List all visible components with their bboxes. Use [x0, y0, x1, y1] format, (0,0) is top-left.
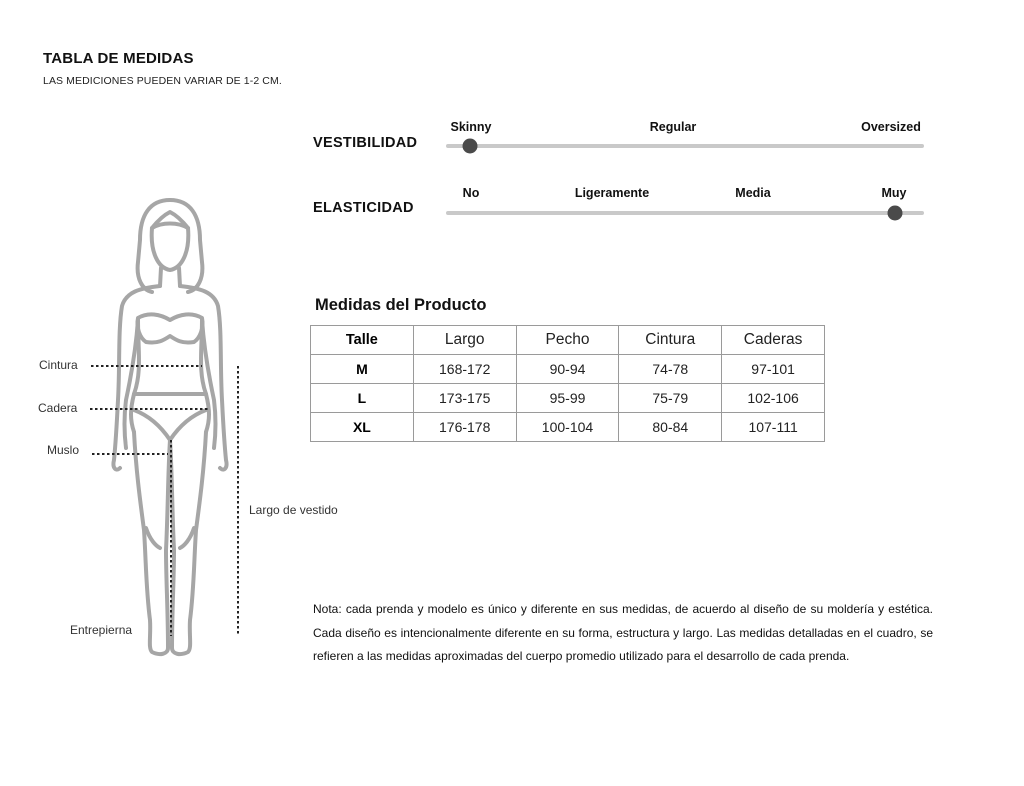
column-header-cintura: Cintura: [619, 326, 722, 355]
table-row: [311, 413, 825, 442]
largo-cell: 176-178: [413, 413, 516, 442]
body-figure-illustration: [0, 0, 360, 786]
largo-cell: 173-175: [413, 384, 516, 413]
vestibilidad-label-regular: Regular: [649, 120, 697, 134]
right-knee: [180, 528, 194, 548]
bra-outline: [137, 314, 202, 342]
vestibilidad-label-oversized: Oversized: [861, 120, 921, 134]
entrepierna-label: Entrepierna: [70, 623, 133, 637]
column-header-pecho: Pecho: [516, 326, 619, 355]
pecho-cell: 95-99: [516, 384, 619, 413]
pecho-cell: 100-104: [516, 413, 619, 442]
elasticidad-label-muy: Muy: [881, 186, 907, 200]
muslo-label: Muslo: [47, 443, 80, 457]
largo-vestido-label: Largo de vestido: [249, 503, 338, 517]
size-cell: L: [311, 384, 414, 413]
cintura-cell: 80-84: [619, 413, 722, 442]
largo-cell: 168-172: [413, 355, 516, 384]
page-subtitle: LAS MEDICIONES PUEDEN VARIAR DE 1-2 CM.: [43, 75, 282, 87]
page-title: TABLA DE MEDIDAS: [43, 50, 194, 67]
column-header-caderas: Caderas: [722, 326, 825, 355]
cintura-cell: 74-78: [619, 355, 722, 384]
neck-outline: [179, 268, 180, 286]
table-header-row: [311, 326, 825, 355]
elasticidad-track: [446, 211, 924, 215]
table-row: [311, 384, 825, 413]
face-outline: [152, 224, 189, 271]
vestibilidad-track: [446, 144, 924, 148]
size-cell: M: [311, 355, 414, 384]
cadera-label: Cadera: [38, 401, 78, 415]
measurement-note: Nota: cada prenda y modelo es único y diferente en sus medidas, de acuerdo al diseño de su moldería y estética. Cada diseño es intencionalmente diferente en su forma, estructura y largo. Las medidas detalladas en el cuadro, se refieren a las medidas aproximadas del cuerpo promedio utilizado para el desarrollo de cada prenda.: [313, 602, 933, 663]
caderas-cell: 102-106: [722, 384, 825, 413]
column-header-largo: Largo: [413, 326, 516, 355]
table-row: [311, 355, 825, 384]
size-cell: XL: [311, 413, 414, 442]
elasticidad-label-ligeramente: Ligeramente: [574, 186, 650, 200]
vestibilidad-knob: [462, 139, 477, 154]
caderas-cell: 107-111: [722, 413, 825, 442]
neck-outline: [160, 268, 161, 286]
pecho-cell: 90-94: [516, 355, 619, 384]
elasticidad-label: ELASTICIDAD: [313, 200, 414, 216]
table-title: Medidas del Producto: [315, 296, 487, 314]
cintura-cell: 75-79: [619, 384, 722, 413]
size-table: [310, 325, 825, 442]
caderas-cell: 97-101: [722, 355, 825, 384]
elasticidad-label-no: No: [462, 186, 480, 200]
briefs-outline: [134, 394, 206, 440]
elasticidad-label-media: Media: [735, 186, 771, 200]
column-header-talle: Talle: [311, 326, 414, 355]
vestibilidad-label-skinny: Skinny: [450, 120, 492, 134]
cintura-label: Cintura: [39, 358, 78, 372]
elasticidad-knob: [888, 206, 903, 221]
vestibilidad-label: VESTIBILIDAD: [313, 135, 418, 151]
left-knee: [146, 528, 160, 548]
